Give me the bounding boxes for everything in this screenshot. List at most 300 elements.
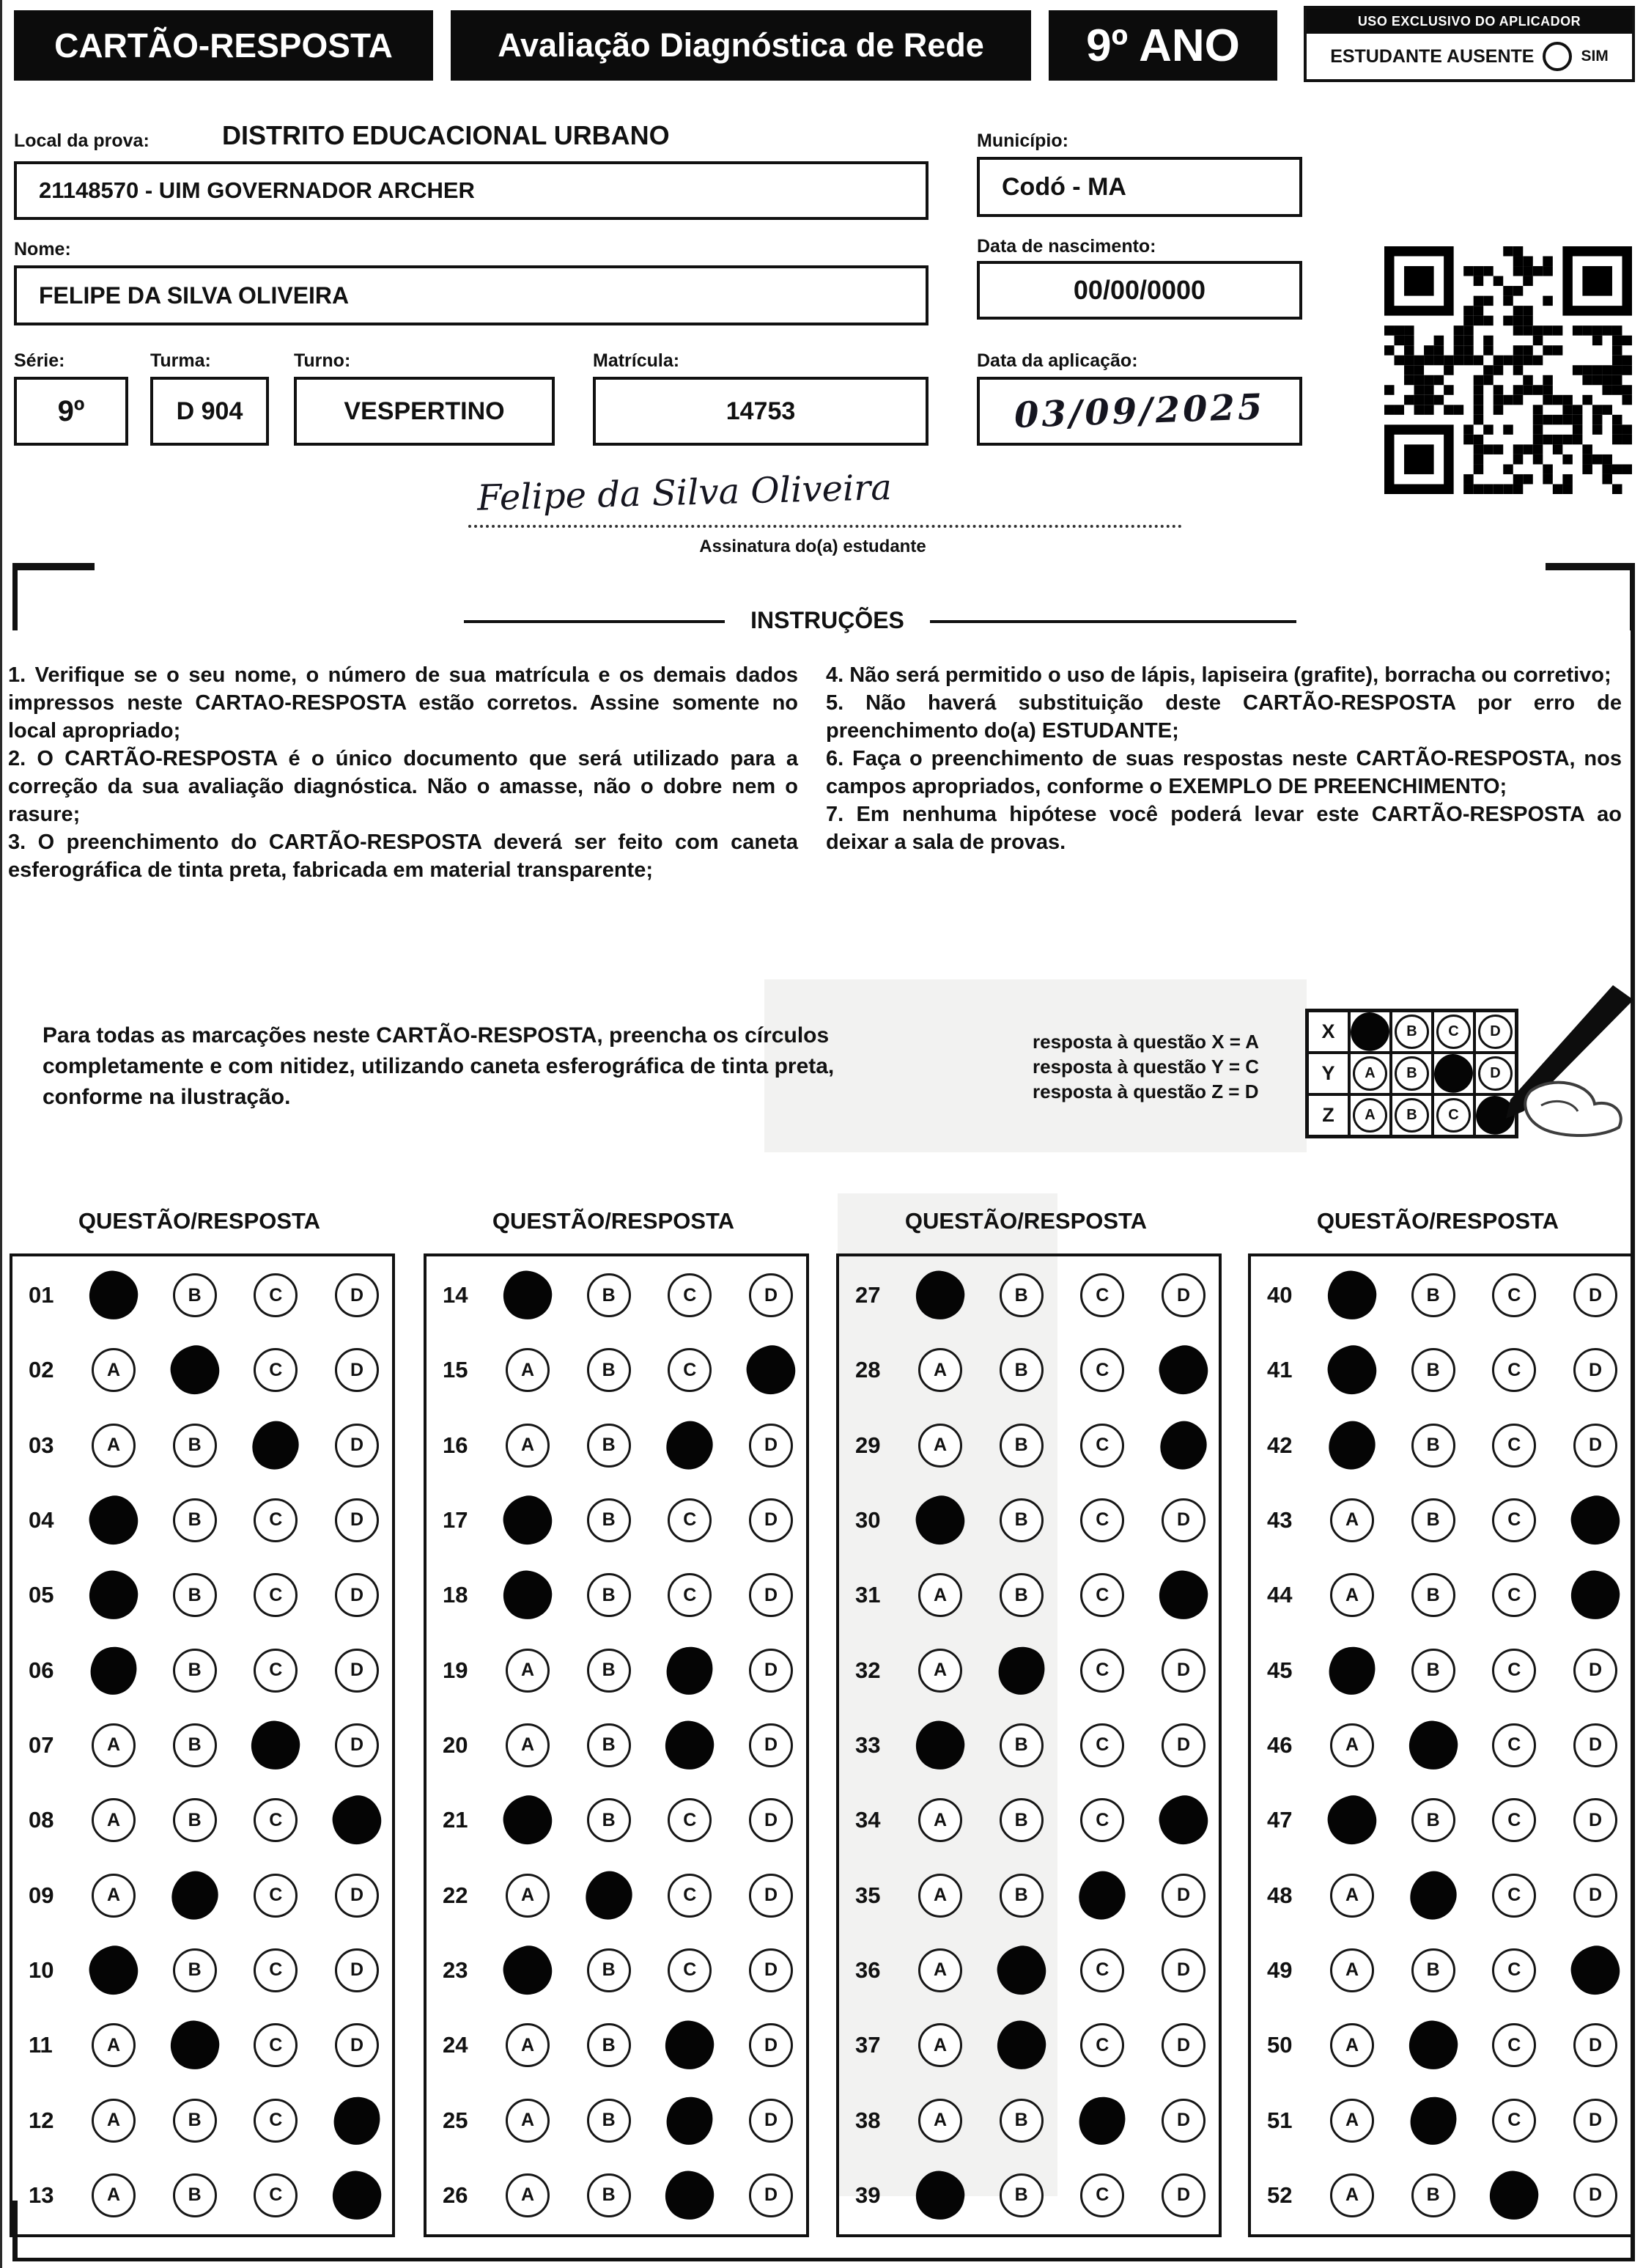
bubble-q14-A[interactable] bbox=[506, 1273, 550, 1317]
bubble-q49-A[interactable] bbox=[1330, 1948, 1374, 1992]
answer-options-q24 bbox=[506, 2023, 793, 2067]
bubble-q52-D[interactable] bbox=[1573, 2173, 1617, 2217]
example-cell-X-A bbox=[1349, 1011, 1391, 1053]
bubble-q12-B[interactable] bbox=[173, 2099, 217, 2143]
bubble-q34-A[interactable] bbox=[918, 1798, 962, 1842]
bubble-q39-A[interactable] bbox=[918, 2173, 962, 2217]
bubble-q25-B[interactable] bbox=[587, 2099, 631, 2143]
bubble-q17-D[interactable] bbox=[749, 1498, 793, 1542]
bubble-q22-C[interactable] bbox=[668, 1874, 712, 1918]
bubble-q07-B[interactable] bbox=[173, 1723, 217, 1767]
bubble-q09-C[interactable] bbox=[254, 1874, 298, 1918]
bubble-letter: C bbox=[1507, 1435, 1521, 1456]
bubble-q43-A[interactable] bbox=[1330, 1498, 1374, 1542]
answer-options-q43 bbox=[1330, 1498, 1617, 1542]
bubble-q34-D[interactable] bbox=[1162, 1798, 1206, 1842]
filled-mark bbox=[991, 1639, 1052, 1702]
bubble-letter: D bbox=[764, 1959, 778, 1981]
bubble-letter: A bbox=[933, 1359, 948, 1380]
bubble-q16-B[interactable] bbox=[587, 1424, 631, 1468]
bubble-q45-A[interactable] bbox=[1330, 1649, 1374, 1693]
serie-value: 9º bbox=[57, 394, 85, 427]
bubble-q35-B[interactable] bbox=[1000, 1874, 1044, 1918]
bubble-q31-B[interactable] bbox=[1000, 1573, 1044, 1617]
bubble-letter: D bbox=[350, 1584, 363, 1605]
bubble-letter: B bbox=[1014, 1809, 1028, 1830]
bubble-q52-A[interactable] bbox=[1330, 2173, 1374, 2217]
bubble-letter: A bbox=[1345, 2184, 1359, 2206]
bubble-letter: A bbox=[520, 1734, 535, 1756]
bubble-q49-D[interactable] bbox=[1573, 1948, 1617, 1992]
bubble-q06-A[interactable] bbox=[92, 1649, 136, 1693]
bubble-q46-A[interactable] bbox=[1330, 1723, 1374, 1767]
bubble-letter: C bbox=[1096, 1660, 1110, 1681]
bubble-q25-C[interactable] bbox=[668, 2099, 712, 2143]
bubble-q29-C[interactable] bbox=[1080, 1424, 1124, 1468]
bubble-q45-D[interactable] bbox=[1573, 1649, 1617, 1693]
bubble-q30-D[interactable] bbox=[1162, 1498, 1206, 1542]
bubble-q14-D[interactable] bbox=[749, 1273, 793, 1317]
instruction-item-4: 4. Não será permitido o uso de lápis, lapiseira (grafite), borracha ou corretivo; bbox=[826, 663, 1611, 687]
bubble-q01-D[interactable] bbox=[335, 1273, 379, 1317]
example-bubble-X-A bbox=[1348, 1009, 1392, 1053]
instructions-right-column bbox=[826, 661, 1622, 856]
bubble-q19-A[interactable] bbox=[506, 1649, 550, 1693]
bubble-q20-C[interactable] bbox=[668, 1723, 712, 1767]
bubble-q09-D[interactable] bbox=[335, 1874, 379, 1918]
answer-options-q17 bbox=[506, 1498, 793, 1542]
bubble-q05-D[interactable] bbox=[335, 1573, 379, 1617]
bubble-q09-B[interactable] bbox=[173, 1874, 217, 1918]
bubble-q51-A[interactable] bbox=[1330, 2099, 1374, 2143]
answer-column-4 bbox=[1248, 1253, 1633, 2237]
answer-row-q27 bbox=[839, 1274, 1219, 1317]
bubble-q24-A[interactable] bbox=[506, 2023, 550, 2067]
bubble-letter: A bbox=[1345, 1734, 1359, 1756]
bubble-letter: C bbox=[683, 1284, 697, 1306]
bubble-letter: B bbox=[1014, 1359, 1028, 1380]
bubble-q18-C[interactable] bbox=[668, 1573, 712, 1617]
bubble-q37-B[interactable] bbox=[1000, 2023, 1044, 2067]
bubble-q40-D[interactable] bbox=[1573, 1273, 1617, 1317]
bubble-q37-A[interactable] bbox=[918, 2023, 962, 2067]
bubble-q26-D[interactable] bbox=[749, 2173, 793, 2217]
bubble-q04-B[interactable] bbox=[173, 1498, 217, 1542]
bubble-q13-B[interactable] bbox=[173, 2173, 217, 2217]
example-cell-Y-A bbox=[1349, 1053, 1391, 1094]
bubble-q12-D[interactable] bbox=[335, 2099, 379, 2143]
question-number-33: 33 bbox=[855, 1731, 881, 1758]
answer-options-q52 bbox=[1330, 2173, 1617, 2217]
bubble-q18-D[interactable] bbox=[749, 1573, 793, 1617]
bubble-q28-A[interactable] bbox=[918, 1348, 962, 1392]
bubble-q48-D[interactable] bbox=[1573, 1874, 1617, 1918]
answer-header-2: QUESTÃO/RESPOSTA bbox=[492, 1208, 735, 1234]
answer-options-q14 bbox=[506, 1273, 793, 1317]
bubble-q22-B[interactable] bbox=[587, 1874, 631, 1918]
bubble-q18-B[interactable] bbox=[587, 1573, 631, 1617]
bubble-q31-D[interactable] bbox=[1162, 1573, 1206, 1617]
bubble-q15-D[interactable] bbox=[749, 1348, 793, 1392]
filled-mark bbox=[84, 1491, 143, 1550]
bubble-q33-B[interactable] bbox=[1000, 1723, 1044, 1767]
signature-line bbox=[468, 513, 1182, 528]
bubble-q39-B[interactable] bbox=[1000, 2173, 1044, 2217]
bubble-q09-A[interactable] bbox=[92, 1874, 136, 1918]
bubble-q47-C[interactable] bbox=[1492, 1798, 1536, 1842]
bubble-q47-A[interactable] bbox=[1330, 1798, 1374, 1842]
bubble-q21-D[interactable] bbox=[749, 1798, 793, 1842]
bubble-q10-C[interactable] bbox=[254, 1948, 298, 1992]
answer-options-q50 bbox=[1330, 2023, 1617, 2067]
bubble-q11-A[interactable] bbox=[92, 2023, 136, 2067]
bubble-q17-B[interactable] bbox=[587, 1498, 631, 1542]
bubble-q04-C[interactable] bbox=[254, 1498, 298, 1542]
bubble-letter: D bbox=[1588, 1809, 1602, 1830]
bubble-q26-B[interactable] bbox=[587, 2173, 631, 2217]
bubble-q22-D[interactable] bbox=[749, 1874, 793, 1918]
bubble-q01-A[interactable] bbox=[92, 1273, 136, 1317]
question-number-36: 36 bbox=[855, 1956, 881, 1983]
bubble-q20-B[interactable] bbox=[587, 1723, 631, 1767]
bubble-q50-C[interactable] bbox=[1492, 2023, 1536, 2067]
example-cell-Z-A bbox=[1349, 1094, 1391, 1136]
bubble-q51-C[interactable] bbox=[1492, 2099, 1536, 2143]
question-number-50: 50 bbox=[1267, 2032, 1293, 2058]
bubble-q15-C[interactable] bbox=[668, 1348, 712, 1392]
bubble-q04-D[interactable] bbox=[335, 1498, 379, 1542]
bubble-letter: A bbox=[1345, 2034, 1359, 2055]
bubble-letter: C bbox=[1507, 1809, 1521, 1830]
nascimento-value: 00/00/0000 bbox=[1073, 275, 1206, 305]
bubble-q48-B[interactable] bbox=[1411, 1874, 1455, 1918]
filled-mark bbox=[1566, 1491, 1625, 1550]
bubble-q45-B[interactable] bbox=[1411, 1649, 1455, 1693]
bubble-q12-A[interactable] bbox=[92, 2099, 136, 2143]
filled-mark bbox=[1156, 1567, 1211, 1623]
bubble-q45-C[interactable] bbox=[1492, 1649, 1536, 1693]
bubble-q38-A[interactable] bbox=[918, 2099, 962, 2143]
answer-row-q08 bbox=[12, 1799, 392, 1841]
bubble-q07-A[interactable] bbox=[92, 1723, 136, 1767]
answer-options-q28 bbox=[918, 1348, 1206, 1392]
bubble-q29-A[interactable] bbox=[918, 1424, 962, 1468]
bubble-q40-B[interactable] bbox=[1411, 1273, 1455, 1317]
bubble-q46-D[interactable] bbox=[1573, 1723, 1617, 1767]
answer-row-q03 bbox=[12, 1424, 392, 1467]
bubble-letter: D bbox=[350, 1885, 363, 1906]
question-number-43: 43 bbox=[1267, 1506, 1293, 1533]
bubble-q04-A[interactable] bbox=[92, 1498, 136, 1542]
bubble-q44-C[interactable] bbox=[1492, 1573, 1536, 1617]
bubble-q28-C[interactable] bbox=[1080, 1348, 1124, 1392]
bubble-q51-D[interactable] bbox=[1573, 2099, 1617, 2143]
bubble-q25-A[interactable] bbox=[506, 2099, 550, 2143]
bubble-q21-A[interactable] bbox=[506, 1798, 550, 1842]
bubble-q19-B[interactable] bbox=[587, 1649, 631, 1693]
bubble-q11-B[interactable] bbox=[173, 2023, 217, 2067]
bubble-letter: C bbox=[1096, 1359, 1110, 1380]
question-number-18: 18 bbox=[443, 1582, 468, 1608]
bubble-letter: C bbox=[1096, 1435, 1110, 1456]
bubble-q33-C[interactable] bbox=[1080, 1723, 1124, 1767]
bubble-q06-B[interactable] bbox=[173, 1649, 217, 1693]
bubble-q44-D[interactable] bbox=[1573, 1573, 1617, 1617]
bubble-letter: B bbox=[1426, 1435, 1440, 1456]
bubble-q02-C[interactable] bbox=[254, 1348, 298, 1392]
bubble-letter: B bbox=[1014, 1435, 1028, 1456]
bubble-q05-C[interactable] bbox=[254, 1573, 298, 1617]
bubble-q37-D[interactable] bbox=[1162, 2023, 1206, 2067]
bubble-q23-A[interactable] bbox=[506, 1948, 550, 1992]
bubble-q02-A[interactable] bbox=[92, 1348, 136, 1392]
serie-box bbox=[14, 377, 128, 446]
bubble-q50-B[interactable] bbox=[1411, 2023, 1455, 2067]
bubble-letter: B bbox=[1014, 2110, 1028, 2131]
bubble-letter: C bbox=[269, 1584, 283, 1605]
bubble-q13-A[interactable] bbox=[92, 2173, 136, 2217]
bubble-q26-A[interactable] bbox=[506, 2173, 550, 2217]
answer-options-q13 bbox=[92, 2173, 379, 2217]
bubble-q06-D[interactable] bbox=[335, 1649, 379, 1693]
bubble-q26-C[interactable] bbox=[668, 2173, 712, 2217]
example-note-x: resposta à questão X = A bbox=[1033, 1031, 1259, 1053]
answer-row-q15 bbox=[427, 1349, 806, 1391]
signature-handwritten: Felipe da Silva Oliveira bbox=[476, 466, 893, 519]
bubble-q05-A[interactable] bbox=[92, 1573, 136, 1617]
bubble-q03-B[interactable] bbox=[173, 1424, 217, 1468]
applicator-title: USO EXCLUSIVO DO APLICADOR bbox=[1307, 9, 1632, 34]
bubble-q46-C[interactable] bbox=[1492, 1723, 1536, 1767]
bubble-q43-B[interactable] bbox=[1411, 1498, 1455, 1542]
bubble-q15-A[interactable] bbox=[506, 1348, 550, 1392]
bubble-q08-D[interactable] bbox=[335, 1798, 379, 1842]
bubble-q41-C[interactable] bbox=[1492, 1348, 1536, 1392]
bubble-q36-B[interactable] bbox=[1000, 1948, 1044, 1992]
bubble-q31-A[interactable] bbox=[918, 1573, 962, 1617]
bubble-letter: B bbox=[1014, 2184, 1028, 2206]
bubble-q03-D[interactable] bbox=[335, 1424, 379, 1468]
filled-mark bbox=[1321, 1414, 1383, 1477]
example-cell-X-B bbox=[1391, 1011, 1433, 1053]
bubble-q34-B[interactable] bbox=[1000, 1798, 1044, 1842]
bubble-q08-B[interactable] bbox=[173, 1798, 217, 1842]
bubble-q30-B[interactable] bbox=[1000, 1498, 1044, 1542]
bubble-q20-A[interactable] bbox=[506, 1723, 550, 1767]
bubble-letter: B bbox=[602, 1734, 616, 1756]
student-absent-circle[interactable] bbox=[1543, 42, 1572, 71]
bubble-q39-C[interactable] bbox=[1080, 2173, 1124, 2217]
bubble-q01-B[interactable] bbox=[173, 1273, 217, 1317]
bubble-q12-C[interactable] bbox=[254, 2099, 298, 2143]
bubble-q23-D[interactable] bbox=[749, 1948, 793, 1992]
filled-mark bbox=[662, 1717, 717, 1773]
bubble-q50-A[interactable] bbox=[1330, 2023, 1374, 2067]
bubble-letter: A bbox=[106, 1734, 121, 1756]
nome-label: Nome: bbox=[14, 239, 71, 259]
bubble-q17-A[interactable] bbox=[506, 1498, 550, 1542]
bubble-letter: A bbox=[106, 1435, 121, 1456]
bubble-q36-D[interactable] bbox=[1162, 1948, 1206, 1992]
bubble-letter: D bbox=[350, 1959, 363, 1981]
bubble-q24-B[interactable] bbox=[587, 2023, 631, 2067]
bubble-q07-C[interactable] bbox=[254, 1723, 298, 1767]
bubble-q36-C[interactable] bbox=[1080, 1948, 1124, 1992]
question-number-24: 24 bbox=[443, 2032, 468, 2058]
bubble-q29-D[interactable] bbox=[1162, 1424, 1206, 1468]
aplicacao-box bbox=[977, 377, 1302, 446]
bubble-q34-C[interactable] bbox=[1080, 1798, 1124, 1842]
bubble-q03-A[interactable] bbox=[92, 1424, 136, 1468]
bubble-q03-C[interactable] bbox=[254, 1424, 298, 1468]
bubble-q27-A[interactable] bbox=[918, 1273, 962, 1317]
bubble-q17-C[interactable] bbox=[668, 1498, 712, 1542]
bubble-q36-A[interactable] bbox=[918, 1948, 962, 1992]
bubble-q33-A[interactable] bbox=[918, 1723, 962, 1767]
bubble-q10-B[interactable] bbox=[173, 1948, 217, 1992]
bubble-q10-D[interactable] bbox=[335, 1948, 379, 1992]
bubble-q23-B[interactable] bbox=[587, 1948, 631, 1992]
bubble-q22-A[interactable] bbox=[506, 1874, 550, 1918]
bubble-q01-C[interactable] bbox=[254, 1273, 298, 1317]
bubble-q38-B[interactable] bbox=[1000, 2099, 1044, 2143]
bubble-q05-B[interactable] bbox=[173, 1573, 217, 1617]
bubble-q24-C[interactable] bbox=[668, 2023, 712, 2067]
bubble-q48-A[interactable] bbox=[1330, 1874, 1374, 1918]
answer-options-q15 bbox=[506, 1348, 793, 1392]
bubble-q10-A[interactable] bbox=[92, 1948, 136, 1992]
bubble-q30-C[interactable] bbox=[1080, 1498, 1124, 1542]
filled-mark bbox=[993, 2017, 1049, 2073]
bubble-q23-C[interactable] bbox=[668, 1948, 712, 1992]
bubble-q02-B[interactable] bbox=[173, 1348, 217, 1392]
bubble-letter: D bbox=[350, 1284, 363, 1306]
bubble-q28-B[interactable] bbox=[1000, 1348, 1044, 1392]
bubble-q49-C[interactable] bbox=[1492, 1948, 1536, 1992]
bubble-q08-A[interactable] bbox=[92, 1798, 136, 1842]
bubble-q37-C[interactable] bbox=[1080, 2023, 1124, 2067]
bubble-q42-A[interactable] bbox=[1330, 1424, 1374, 1468]
bubble-q42-B[interactable] bbox=[1411, 1424, 1455, 1468]
bubble-q28-D[interactable] bbox=[1162, 1348, 1206, 1392]
bubble-q16-A[interactable] bbox=[506, 1424, 550, 1468]
bubble-q19-D[interactable] bbox=[749, 1649, 793, 1693]
bubble-q27-B[interactable] bbox=[1000, 1273, 1044, 1317]
bubble-q47-B[interactable] bbox=[1411, 1798, 1455, 1842]
bubble-q51-B[interactable] bbox=[1411, 2099, 1455, 2143]
bubble-q16-D[interactable] bbox=[749, 1424, 793, 1468]
bubble-q42-C[interactable] bbox=[1492, 1424, 1536, 1468]
bubble-q41-D[interactable] bbox=[1573, 1348, 1617, 1392]
bubble-q50-D[interactable] bbox=[1573, 2023, 1617, 2067]
bubble-q31-C[interactable] bbox=[1080, 1573, 1124, 1617]
question-number-03: 03 bbox=[29, 1432, 54, 1458]
answer-row-q06 bbox=[12, 1649, 392, 1692]
bubble-q07-D[interactable] bbox=[335, 1723, 379, 1767]
bubble-q52-B[interactable] bbox=[1411, 2173, 1455, 2217]
answer-row-q11 bbox=[12, 2024, 392, 2066]
bubble-q46-B[interactable] bbox=[1411, 1723, 1455, 1767]
bubble-q44-B[interactable] bbox=[1411, 1573, 1455, 1617]
bubble-q52-C[interactable] bbox=[1492, 2173, 1536, 2217]
bubble-q43-C[interactable] bbox=[1492, 1498, 1536, 1542]
bubble-q13-D[interactable] bbox=[335, 2173, 379, 2217]
bubble-q13-C[interactable] bbox=[254, 2173, 298, 2217]
bubble-q40-A[interactable] bbox=[1330, 1273, 1374, 1317]
bubble-q38-D[interactable] bbox=[1162, 2099, 1206, 2143]
bubble-q15-B[interactable] bbox=[587, 1348, 631, 1392]
answer-row-q46 bbox=[1251, 1724, 1631, 1767]
bubble-letter: D bbox=[764, 2110, 778, 2131]
municipio-box bbox=[977, 157, 1302, 217]
answer-row-q34 bbox=[839, 1799, 1219, 1841]
bubble-q18-A[interactable] bbox=[506, 1573, 550, 1617]
bubble-q33-D[interactable] bbox=[1162, 1723, 1206, 1767]
answer-row-q43 bbox=[1251, 1499, 1631, 1542]
bubble-q48-C[interactable] bbox=[1492, 1874, 1536, 1918]
bubble-q25-D[interactable] bbox=[749, 2099, 793, 2143]
bubble-q40-C[interactable] bbox=[1492, 1273, 1536, 1317]
bubble-q47-D[interactable] bbox=[1573, 1798, 1617, 1842]
question-number-47: 47 bbox=[1267, 1807, 1293, 1833]
bubble-q21-B[interactable] bbox=[587, 1798, 631, 1842]
bubble-q38-C[interactable] bbox=[1080, 2099, 1124, 2143]
bubble-q19-C[interactable] bbox=[668, 1649, 712, 1693]
bubble-q32-A[interactable] bbox=[918, 1649, 962, 1693]
bubble-q24-D[interactable] bbox=[749, 2023, 793, 2067]
bubble-q29-B[interactable] bbox=[1000, 1424, 1044, 1468]
bubble-q11-C[interactable] bbox=[254, 2023, 298, 2067]
bubble-q14-B[interactable] bbox=[587, 1273, 631, 1317]
example-bubble-letter: D bbox=[1490, 1065, 1501, 1081]
bubble-q39-D[interactable] bbox=[1162, 2173, 1206, 2217]
bubble-q06-C[interactable] bbox=[254, 1649, 298, 1693]
nome-box bbox=[14, 265, 928, 325]
bubble-q27-C[interactable] bbox=[1080, 1273, 1124, 1317]
bubble-q35-A[interactable] bbox=[918, 1874, 962, 1918]
bubble-q11-D[interactable] bbox=[335, 2023, 379, 2067]
answer-options-q21 bbox=[506, 1798, 793, 1842]
bubble-letter: D bbox=[1588, 2184, 1602, 2206]
bubble-q32-B[interactable] bbox=[1000, 1649, 1044, 1693]
bubble-q44-A[interactable] bbox=[1330, 1573, 1374, 1617]
bubble-q02-D[interactable] bbox=[335, 1348, 379, 1392]
question-number-48: 48 bbox=[1267, 1882, 1293, 1908]
bubble-q41-A[interactable] bbox=[1330, 1348, 1374, 1392]
bubble-q49-B[interactable] bbox=[1411, 1948, 1455, 1992]
bubble-q41-B[interactable] bbox=[1411, 1348, 1455, 1392]
bubble-letter: C bbox=[1507, 1885, 1521, 1906]
bubble-q32-C[interactable] bbox=[1080, 1649, 1124, 1693]
bubble-q20-D[interactable] bbox=[749, 1723, 793, 1767]
bubble-q30-A[interactable] bbox=[918, 1498, 962, 1542]
answer-options-q09 bbox=[92, 1874, 379, 1918]
bubble-q35-C[interactable] bbox=[1080, 1874, 1124, 1918]
bubble-q08-C[interactable] bbox=[254, 1798, 298, 1842]
bubble-q43-D[interactable] bbox=[1573, 1498, 1617, 1542]
bubble-q16-C[interactable] bbox=[668, 1424, 712, 1468]
bubble-q32-D[interactable] bbox=[1162, 1649, 1206, 1693]
bubble-letter: C bbox=[683, 1509, 697, 1531]
bubble-q35-D[interactable] bbox=[1162, 1874, 1206, 1918]
answer-row-q32 bbox=[839, 1649, 1219, 1692]
bubble-letter: A bbox=[106, 2034, 121, 2055]
answer-row-q14 bbox=[427, 1274, 806, 1317]
bubble-q14-C[interactable] bbox=[668, 1273, 712, 1317]
bubble-q27-D[interactable] bbox=[1162, 1273, 1206, 1317]
bubble-q21-C[interactable] bbox=[668, 1798, 712, 1842]
bubble-q42-D[interactable] bbox=[1573, 1424, 1617, 1468]
